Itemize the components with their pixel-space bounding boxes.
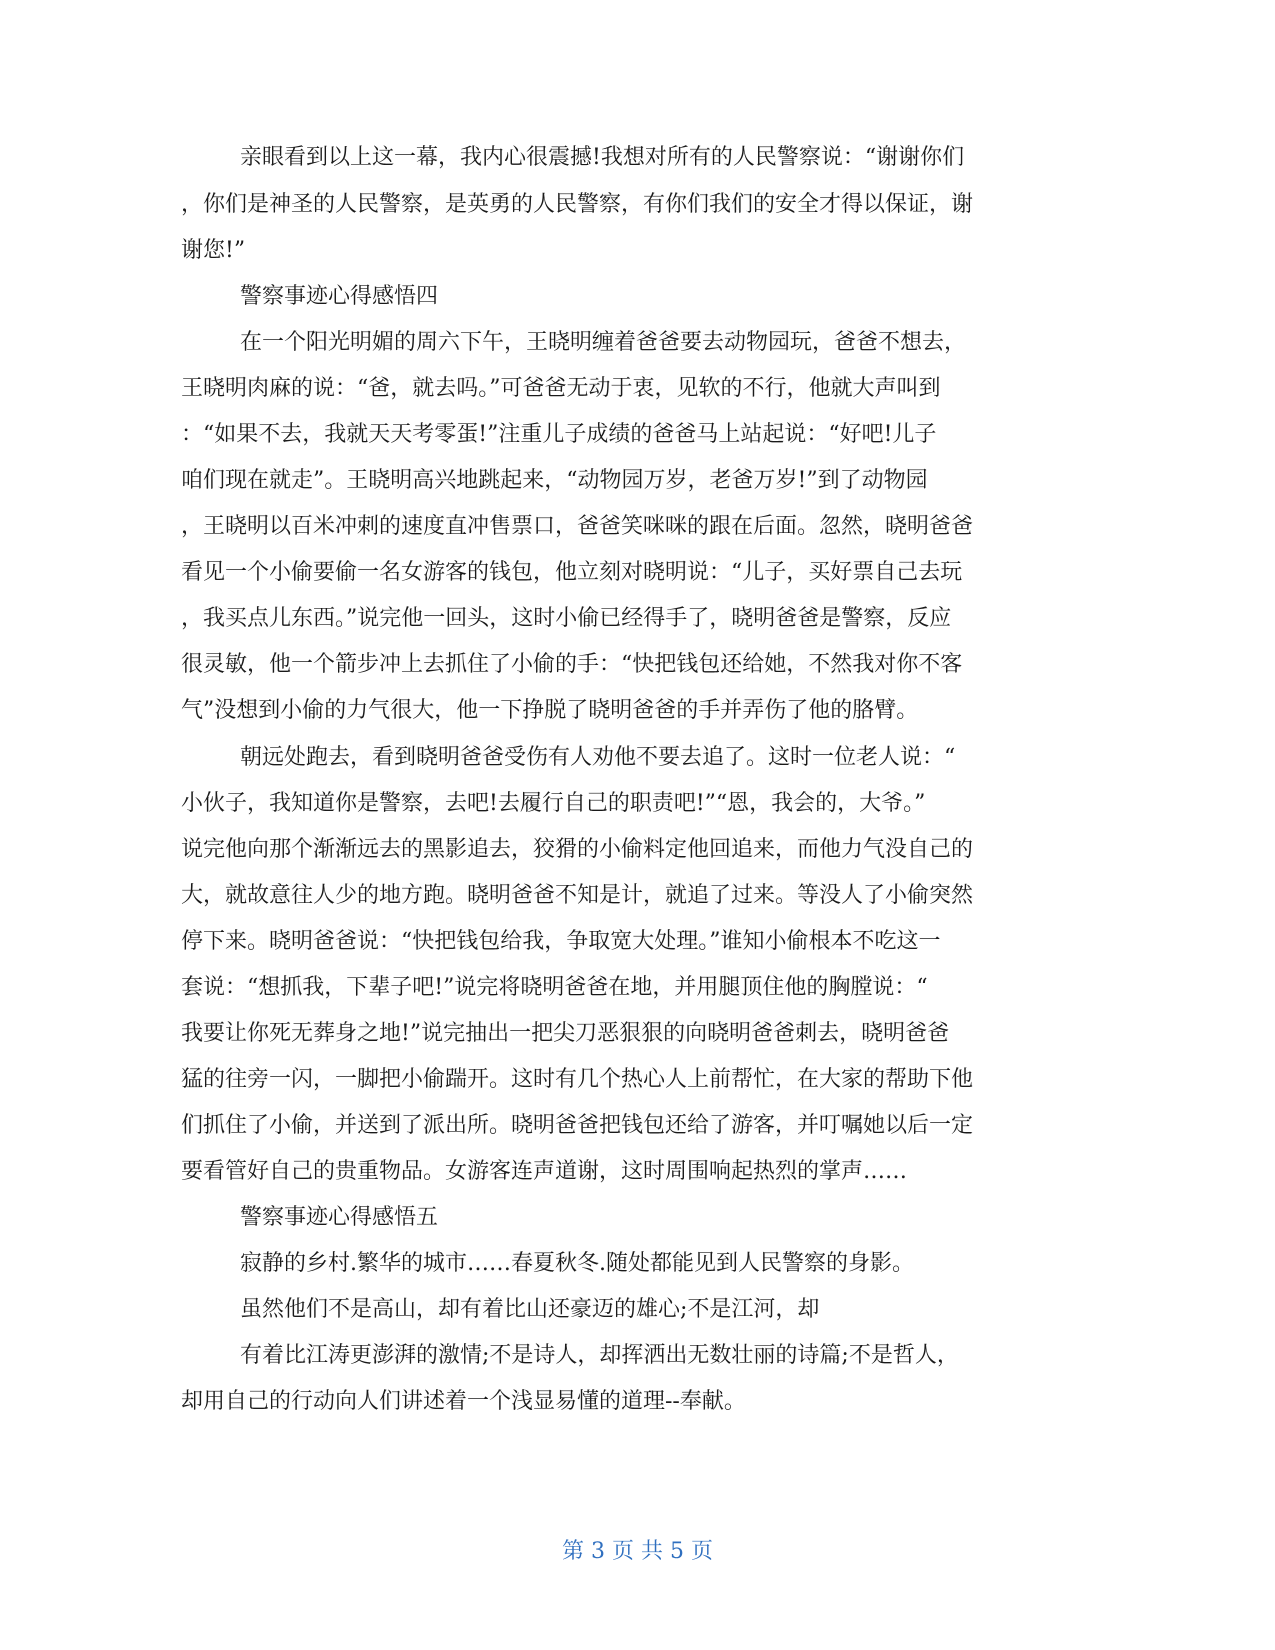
line-text: 大，就故意往人少的地方跑。晓明爸爸不知是计，就追了过来。等没人了小偷突然 [181,883,974,908]
line-text: 小伙子，我知道你是警察，去吧!去履行自己的职责吧!”“恩，我会的，大爷。” [181,791,926,816]
text-line [0,1286,1275,1334]
line-text: 很灵敏，他一个箭步冲上去抓住了小偷的手：“快把钱包还给她，不然我对你不客 [181,652,963,677]
text-line [0,503,1275,551]
text-line [0,734,1275,782]
text-line [0,872,1275,920]
line-text: ：“如果不去，我就天天考零蛋!”注重儿子成绩的爸爸马上站起说：“好吧!儿子 [181,422,937,447]
line-text: 王晓明肉麻的说：“爸，就去吗。”可爸爸无动于衷，见软的不行，他就大声叫到 [181,376,941,401]
text-line [0,1010,1275,1058]
text-line [0,365,1275,413]
text-line [0,918,1275,966]
text-line [0,319,1275,367]
text-line [0,1102,1275,1150]
line-text: ，王晓明以百米冲刺的速度直冲售票口，爸爸笑咪咪的跟在后面。忽然，晓明爸爸 [181,514,974,539]
line-text: 说完他向那个渐渐远去的黑影追去，狡猾的小偷料定他回追来，而他力气没自己的 [181,837,974,862]
section-heading [0,1194,1275,1242]
heading-text: 警察事迹心得感悟五 [240,1205,439,1230]
line-text: 套说：“想抓我，下辈子吧!”说完将晓明爸爸在地，并用腿顶住他的胸膛说：“ [181,975,928,1000]
text-line [0,549,1275,597]
text-line [0,227,1275,275]
line-text: 有着比江涛更澎湃的激情;不是诗人，却挥洒出无数壮丽的诗篇;不是哲人， [240,1343,959,1368]
line-text: 停下来。晓明爸爸说：“快把钱包给我，争取宽大处理。”谁知小偷根本不吃这一 [181,929,941,954]
line-text: 猛的往旁一闪，一脚把小偷踹开。这时有几个热心人上前帮忙，在大家的帮助下他 [181,1067,974,1092]
text-line [0,181,1275,229]
text-line [0,1332,1275,1380]
line-text: 气”没想到小偷的力气很大，他一下挣脱了晓明爸爸的手并弄伤了他的胳臂。 [181,698,919,723]
text-line [0,595,1275,643]
text-line [0,134,1275,182]
line-text: 朝远处跑去，看到晓明爸爸受伤有人劝他不要去追了。这时一位老人说：“ [240,745,956,770]
section-heading [0,273,1275,321]
line-text: 咱们现在就走”。王晓明高兴地跳起来，“动物园万岁，老爸万岁!”到了动物园 [181,468,928,493]
line-text: 看见一个小偷要偷一名女游客的钱包，他立刻对晓明说：“儿子，买好票自己去玩 [181,560,963,585]
text-line [0,1056,1275,1104]
text-line [0,1148,1275,1196]
line-text: 要看管好自己的贵重物品。女游客连声道谢，这时周围响起热烈的掌声…… [181,1159,908,1184]
line-text: 却用自己的行动向人们讲述着一个浅显易懂的道理--奉献。 [181,1389,746,1414]
text-line [0,641,1275,689]
line-text: 我要让你死无葬身之地!”说完抽出一把尖刀恶狠狠的向晓明爸爸刺去，晓明爸爸 [181,1021,950,1046]
heading-text: 警察事迹心得感悟四 [240,284,439,309]
line-text: ，我买点儿东西。”说完他一回头，这时小偷已经得手了，晓明爸爸是警察，反应 [181,606,952,631]
text-line [0,411,1275,459]
text-line [0,826,1275,874]
text-line [0,1378,1275,1426]
line-text: 亲眼看到以上这一幕，我内心很震撼!我想对所有的人民警察说：“谢谢你们 [240,145,965,170]
text-line [0,964,1275,1012]
page-number-footer: 第 3 页 共 5 页 [562,1539,713,1564]
text-line [0,1240,1275,1288]
line-text: 谢您!” [181,238,246,263]
text-line [0,457,1275,505]
line-text: 寂静的乡村.繁华的城市……春夏秋冬.随处都能见到人民警察的身影。 [240,1251,914,1276]
line-text: 在一个阳光明媚的周六下午，王晓明缠着爸爸要去动物园玩，爸爸不想去， [240,330,967,355]
line-text: 虽然他们不是高山，却有着比山还豪迈的雄心;不是江河，却 [240,1297,820,1322]
text-line [0,687,1275,735]
text-line [0,780,1275,828]
line-text: ，你们是神圣的人民警察，是英勇的人民警察，有你们我们的安全才得以保证，谢 [181,192,974,217]
line-text: 们抓住了小偷，并送到了派出所。晓明爸爸把钱包还给了游客，并叮嘱她以后一定 [181,1113,974,1138]
